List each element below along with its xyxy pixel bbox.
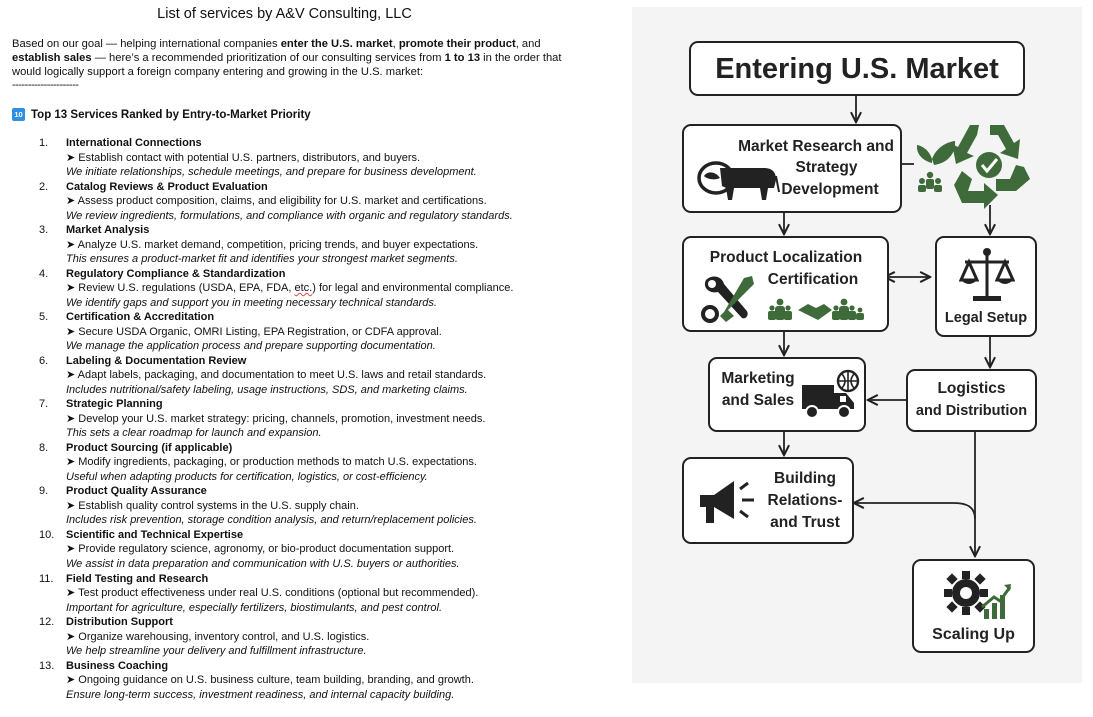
service-name: Product Sourcing (if applicable) <box>66 441 233 454</box>
service-name: Business Coaching <box>66 659 169 672</box>
service-number: 10. <box>39 528 55 541</box>
service-body <box>66 354 606 398</box>
service-action: ➤ Establish contact with potential U.S. partners, distributors, and buyers. <box>66 151 421 164</box>
service-name: Regulatory Compliance & Standardization <box>66 267 286 280</box>
leaf-people-icon <box>917 141 955 192</box>
node-label: Legal Setup <box>944 310 1028 326</box>
node-label: Certification <box>767 271 859 288</box>
service-description: Important for agriculture, especially fertilizers, biostimulants, and pest control. <box>66 601 442 614</box>
node-label: Scaling Up <box>932 626 1015 643</box>
handshake-people-icon <box>768 296 864 322</box>
flow-diagram <box>632 7 1082 683</box>
service-name: Labeling & Documentation Review <box>66 354 247 367</box>
service-description: We manage the application process and prepare supporting documentation. <box>66 340 436 353</box>
document <box>12 0 622 717</box>
service-body <box>66 223 606 267</box>
service-number: 1. <box>39 137 49 149</box>
scales-icon <box>959 246 1015 304</box>
intro-bold: 1 to 13 <box>444 52 481 64</box>
service-number: 7. <box>39 398 49 411</box>
intro-text: — here’s a recommended prioritization of our consulting services from <box>91 52 445 64</box>
intro-bold: establish sales <box>12 52 92 64</box>
service-action: ➤ Develop your U.S. market strategy: pricing, channels, promotion, investment needs. <box>66 412 486 425</box>
service-action-text: ➤ Review U.S. regulations (USDA, EPA, FDA, <box>66 282 295 295</box>
service-action: ➤ Establish quality control systems in the U.S. supply chain. <box>66 499 359 512</box>
service-name: Certification & Accreditation <box>66 311 215 324</box>
wrench-screwdriver-icon <box>698 272 758 324</box>
service-number: 11. <box>39 572 54 585</box>
service-number: 9. <box>39 485 49 498</box>
service-description: Includes nutritional/safety labeling, usage instructions, SDS, and marketing claims. <box>66 383 468 396</box>
service-description: We review ingredients, formulations, and compliance with organic and regulatory standards. <box>66 209 513 222</box>
service-action: ➤ Adapt labels, packaging, and documentation to meet U.S. laws and retail standards. <box>66 369 487 382</box>
node-label: and Distribution <box>915 403 1028 419</box>
service-name: Catalog Reviews & Product Evaluation <box>66 180 268 193</box>
node-scaling-up <box>912 559 1035 653</box>
service-name: Strategic Planning <box>66 398 163 411</box>
service-description: We identify gaps and support you in meeting necessary technical standards. <box>66 296 437 309</box>
service-name: Scientific and Technical Expertise <box>66 528 244 541</box>
service-description: We assist in data preparation and communication with U.S. buyers or authorities. <box>66 557 460 570</box>
arrow-scaling-to-relations <box>855 503 975 519</box>
list-heading-text: Top 13 Services Ranked by Entry-to-Market Priority <box>31 108 311 121</box>
recycle-icon <box>952 125 1030 209</box>
service-description: Useful when adapting products for certification, logistics, or cost-efficiency. <box>66 470 428 483</box>
node-product-localization <box>682 236 889 332</box>
node-label: Development <box>781 181 879 198</box>
service-body <box>66 136 606 180</box>
service-action-text: ) for legal and environmental compliance. <box>312 282 514 295</box>
intro-text: in the order that would logically support a foreign company entering and growing in the U.S. market: <box>12 52 562 78</box>
service-number: 12. <box>39 616 55 629</box>
node-label: Building <box>774 470 836 487</box>
service-name: International Connections <box>66 137 202 149</box>
service-number: 5. <box>39 311 49 324</box>
megaphone-icon <box>696 477 760 527</box>
service-body <box>66 310 606 354</box>
service-body <box>66 180 606 224</box>
truck-globe-icon <box>800 369 862 423</box>
service-body <box>66 441 606 485</box>
service-action: ➤ Ongoing guidance on U.S. business culture, team building, branding, and growth. <box>66 674 474 687</box>
list-heading <box>12 108 311 121</box>
service-action: ➤ Secure USDA Organic, OMRI Listing, EPA Registration, or CDFA approval. <box>66 325 442 338</box>
service-action: ➤ Modify ingredients, packaging, or production methods to match U.S. expectations. <box>66 456 477 469</box>
node-market-research <box>682 124 902 213</box>
node-logistics-distribution <box>906 369 1037 432</box>
intro-text: Based on our goal — helping international companies <box>12 38 281 50</box>
service-action: ➤ Provide regulatory science, agronomy, or bio-product documentation support. <box>66 543 455 556</box>
service-action <box>66 281 606 296</box>
service-description: This sets a clear roadmap for launch and expansion. <box>66 427 322 440</box>
service-number: 8. <box>39 441 49 454</box>
service-action: ➤ Analyze U.S. market demand, competition, pricing trends, and buyer expectations. <box>66 238 479 251</box>
service-number: 3. <box>39 224 49 237</box>
service-body <box>66 572 606 616</box>
service-action: ➤ Test product effectiveness under real U.S. conditions (optional but recommended). <box>66 587 479 599</box>
intro-paragraph <box>12 37 572 79</box>
intro-bold: enter the U.S. market <box>280 38 393 50</box>
service-body <box>66 615 606 659</box>
service-name: Field Testing and Research <box>66 572 209 585</box>
node-legal-setup <box>935 236 1037 337</box>
service-name: Product Quality Assurance <box>66 485 207 498</box>
service-body <box>66 528 606 572</box>
service-description: Ensure long-term success, investment readiness, and internal capacity building. <box>66 688 455 701</box>
service-body <box>66 397 606 441</box>
node-building-relations <box>682 457 854 544</box>
intro-text: , and <box>515 38 541 50</box>
service-description: Includes risk prevention, storage condition analysis, and return/replacement policies. <box>66 514 477 527</box>
service-description: We help streamline your delivery and fulfillment infrastructure. <box>66 645 367 658</box>
service-description: We initiate relationships, schedule meetings, and prepare for business development. <box>66 166 477 178</box>
service-description: This ensures a product-market fit and identifies your strongest market segments. <box>66 253 458 266</box>
service-name: Distribution Support <box>66 616 173 629</box>
node-label: Product Localization <box>709 249 863 266</box>
separator-line: --------------------- <box>12 79 79 91</box>
service-number: 2. <box>39 180 49 193</box>
node-marketing-sales <box>708 357 866 432</box>
node-label: and Sales <box>721 392 795 409</box>
node-label: Strategy <box>795 159 858 176</box>
gear-growth-icon <box>942 569 1012 621</box>
service-number: 13. <box>39 659 55 672</box>
spellcheck-word: etc. <box>294 282 313 295</box>
service-action: ➤ Organize warehousing, inventory control, and U.S. logistics. <box>66 630 370 643</box>
node-entering-us-market <box>689 41 1025 96</box>
keycap-ten-icon: 10 <box>12 108 25 121</box>
cow-icon <box>692 158 780 204</box>
service-body <box>66 659 606 703</box>
node-label: Marketing <box>721 370 795 387</box>
service-name: Market Analysis <box>66 224 150 237</box>
intro-text: , <box>392 38 399 50</box>
node-label: Relations- <box>767 492 843 509</box>
service-body <box>66 484 606 528</box>
node-label: and Trust <box>770 514 840 531</box>
document-title: List of services by A&V Consulting, LLC <box>157 6 412 22</box>
node-label: Logistics <box>937 380 1006 397</box>
service-body <box>66 267 606 311</box>
intro-bold: promote their product <box>398 38 516 50</box>
service-action: ➤ Assess product composition, claims, and eligibility for U.S. market and certifications. <box>66 195 487 208</box>
diagram-title: Entering U.S. Market <box>715 53 999 85</box>
service-number: 6. <box>39 354 49 367</box>
service-number: 4. <box>39 267 49 280</box>
node-label: Market Research and <box>738 138 894 155</box>
